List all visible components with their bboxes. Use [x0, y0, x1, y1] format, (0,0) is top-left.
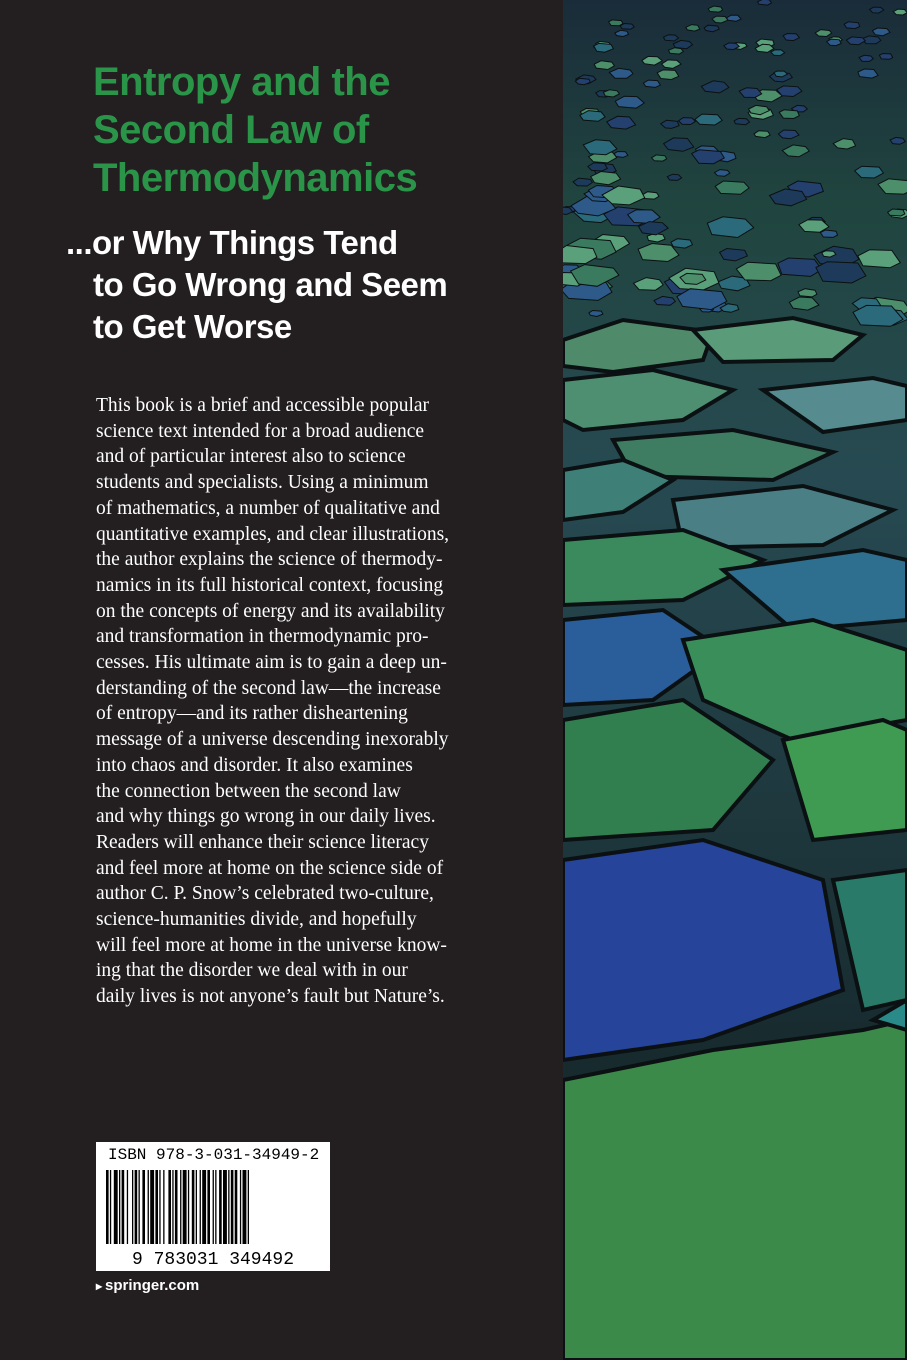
title-line: Entropy and the — [93, 60, 390, 104]
subtitle-line: to Get Worse — [93, 308, 292, 345]
description-line: quantitative examples, and clear illustrations, — [96, 523, 450, 545]
description-line: derstanding of the second law—the increase — [96, 677, 441, 699]
subtitle-line: to Go Wrong and Seem — [93, 266, 448, 303]
publisher-website-link[interactable] — [96, 1277, 199, 1294]
description-line: and of particular interest also to science — [96, 446, 406, 468]
description-line: ing that the disorder we deal with in our — [96, 960, 408, 982]
description-line: into chaos and disorder. It also examines — [96, 754, 413, 776]
subtitle-line: ...or Why Things Tend — [66, 224, 398, 261]
triangle-right-icon: ▸ — [96, 1279, 103, 1293]
description-line: daily lives is not anyone’s fault but Nature’s. — [96, 986, 445, 1008]
isbn-label: ISBN 978-3-031-34949-2 — [108, 1146, 320, 1164]
description-line: science text intended for a broad audience — [96, 420, 425, 442]
publisher-url: springer.com — [105, 1277, 200, 1294]
book-description — [96, 393, 476, 1010]
description-line: and why things go wrong in our daily lives. — [96, 806, 436, 828]
hexagon-tiles-image — [563, 0, 907, 1360]
description-line: message of a universe descending inexorably — [96, 729, 449, 751]
barcode-bars — [104, 1168, 322, 1268]
description-line: students and specialists. Using a minimum — [96, 472, 429, 494]
book-subtitle — [66, 222, 536, 348]
description-line: cesses. His ultimate aim is to gain a deep un- — [96, 652, 447, 674]
description-line: Readers will enhance their science literacy — [96, 831, 429, 853]
description-line: on the concepts of energy and its availability — [96, 600, 445, 622]
book-title — [93, 58, 533, 202]
description-line: and feel more at home on the science side of — [96, 857, 444, 879]
description-line: of mathematics, a number of qualitative and — [96, 497, 440, 519]
description-line: science-humanities divide, and hopefully — [96, 909, 417, 931]
description-line: the connection between the second law — [96, 780, 401, 802]
description-line: author C. P. Snow’s celebrated two-culture, — [96, 883, 434, 905]
description-line: and transformation in thermodynamic pro- — [96, 626, 429, 648]
title-line: Thermodynamics — [93, 156, 418, 200]
description-line: the author explains the science of thermody- — [96, 549, 443, 571]
description-line: will feel more at home in the universe know- — [96, 934, 447, 956]
description-line: namics in its full historical context, focusing — [96, 574, 444, 596]
barcode-digits: 9 783031 349492 — [131, 1250, 295, 1268]
description-line: of entropy—and its rather disheartening — [96, 703, 408, 725]
isbn-barcode — [96, 1142, 330, 1271]
description-line: This book is a brief and accessible popular — [96, 395, 430, 416]
title-line: Second Law of — [93, 108, 369, 152]
